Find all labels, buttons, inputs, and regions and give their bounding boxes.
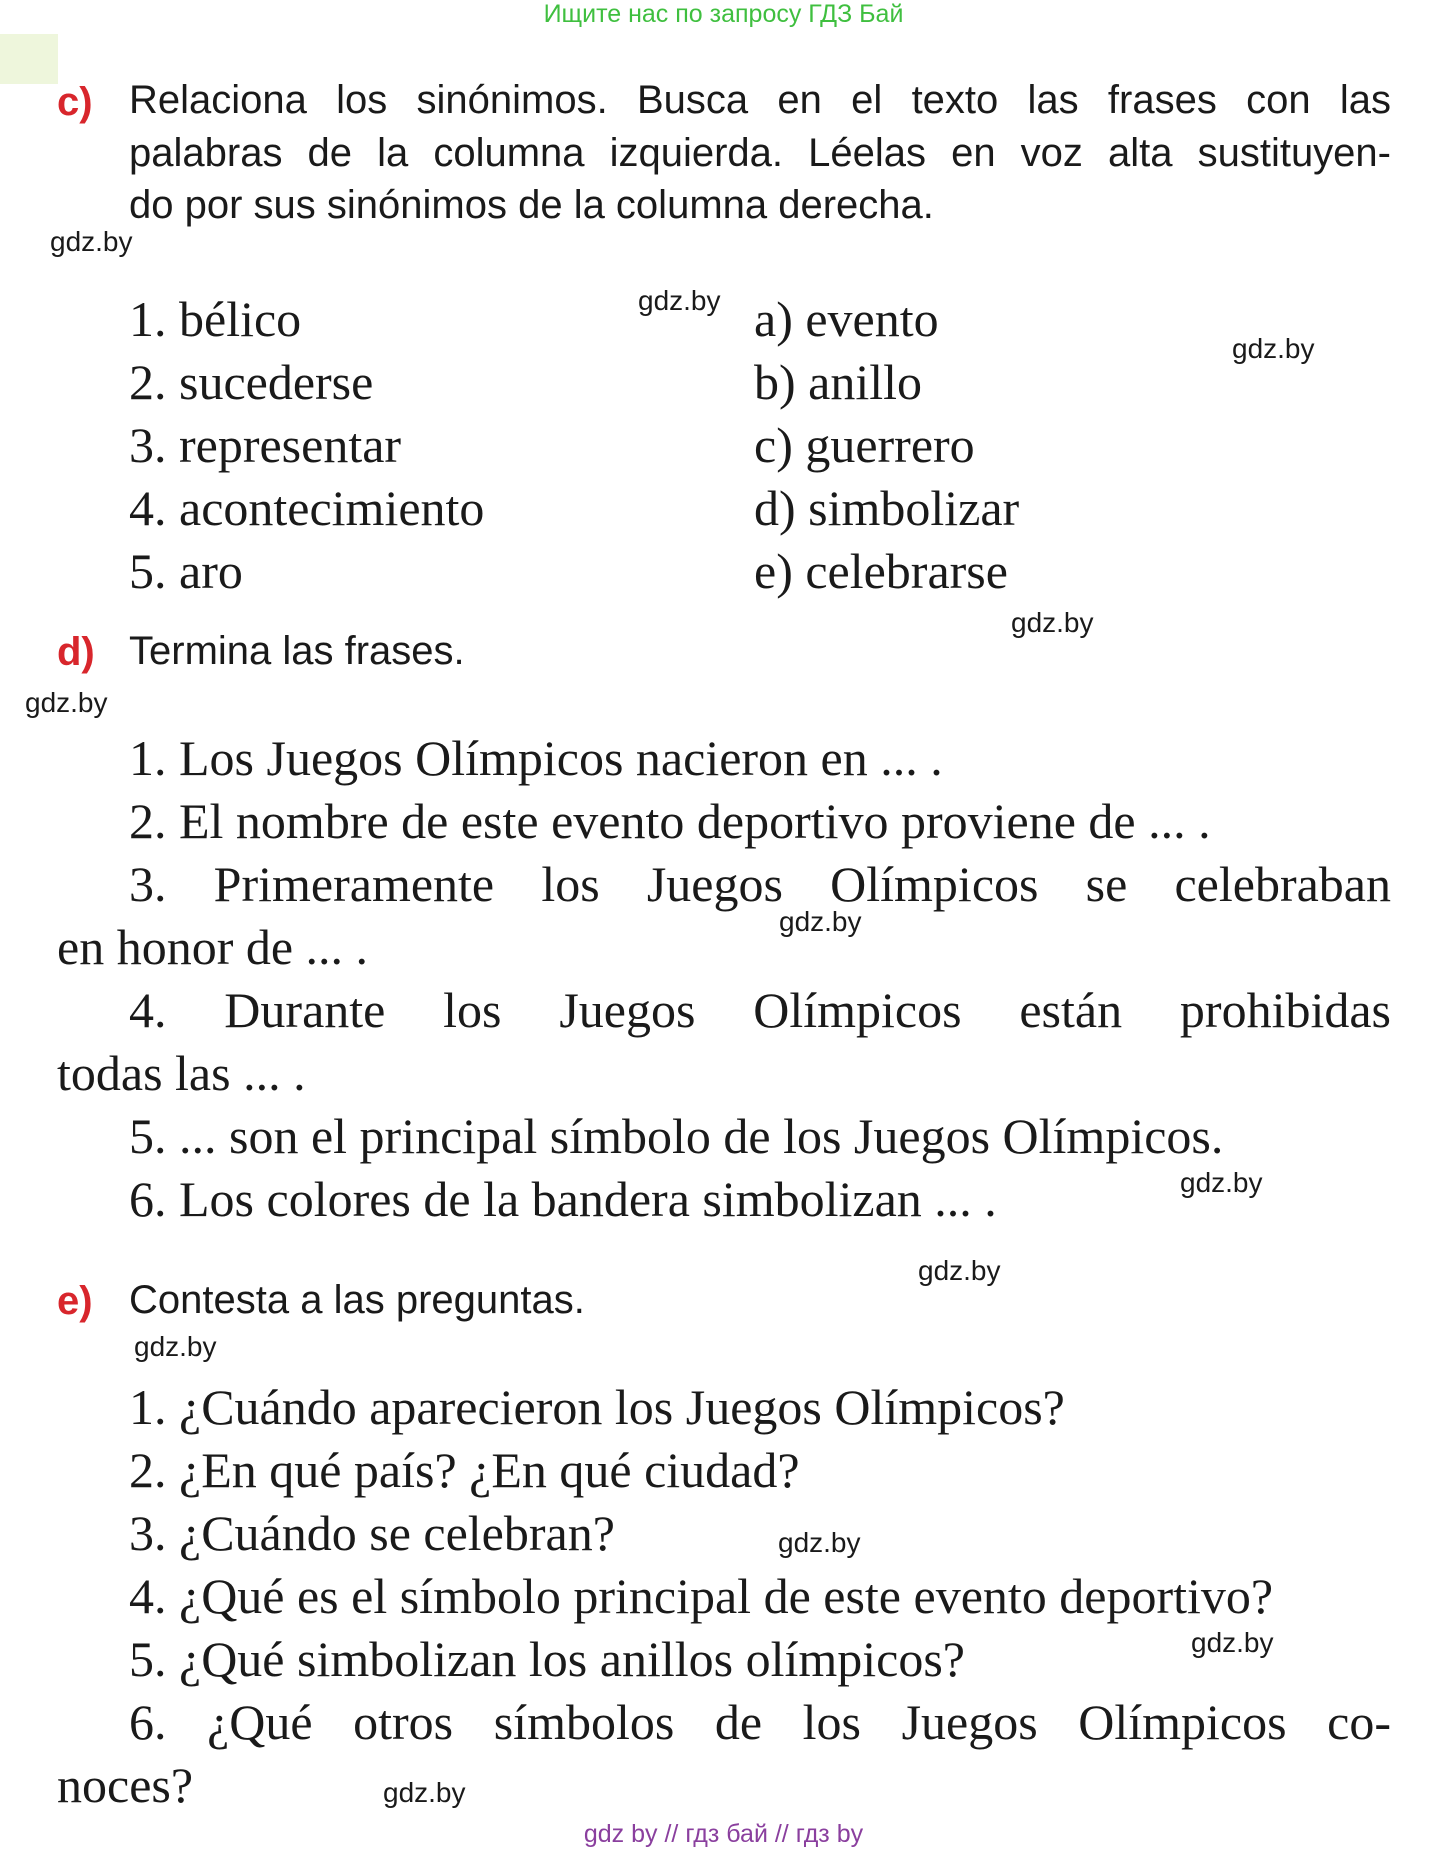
watermark-6: gdz.by [779,906,862,937]
watermark-7: gdz.by [1180,1167,1263,1198]
question-6-cont: noces? [57,1757,194,1813]
sentence-6: 6. Los colores de la bandera simbolizan ... . [129,1171,997,1227]
watermark-10: gdz.by [778,1527,861,1558]
section-c-instruction-line-1: Relaciona los sinónimos. Busca en el texto las frases con las [129,78,1391,122]
synonym-left-1: 1. bélico [129,291,302,347]
synonym-right-a: a) evento [754,291,939,347]
question-3: 3. ¿Cuándo se celebran? [129,1505,615,1561]
search-banner: Ищите нас по запросу ГДЗ Бай [543,0,904,28]
watermark-8: gdz.by [918,1255,1001,1286]
watermark-11: gdz.by [1191,1627,1274,1658]
watermark-2: gdz.by [638,285,721,316]
watermark-12: gdz.by [383,1777,466,1808]
sentence-5: 5. ... son el principal símbolo de los Juegos Olímpicos. [129,1108,1224,1164]
synonym-right-b: b) anillo [754,354,923,410]
sentence-1: 1. Los Juegos Olímpicos nacieron en ... . [129,730,943,786]
footer-links: gdz by // гдз бай // гдз by [583,1820,864,1848]
section-d-instruction: Termina las frases. [129,629,465,673]
synonym-right-d: d) simbolizar [754,480,1020,536]
synonym-left-3: 3. representar [129,417,402,473]
question-5: 5. ¿Qué simbolizan los anillos olímpicos? [129,1631,965,1687]
synonym-left-5: 5. aro [129,543,243,599]
section-c-letter: c) [57,80,93,124]
watermark-9: gdz.by [134,1331,217,1362]
section-d-letter: d) [57,630,95,674]
synonym-right-e: e) celebrarse [754,543,1008,599]
watermark-5: gdz.by [25,687,108,718]
watermark-1: gdz.by [50,226,133,257]
synonym-left-4: 4. acontecimiento [129,480,485,536]
sentence-3: 3. Primeramente los Juegos Olímpicos se celebraban [129,856,1391,912]
section-e-instruction: Contesta a las preguntas. [129,1278,585,1322]
sentence-3-cont: en honor de ... . [57,919,369,975]
synonym-right-c: c) guerrero [754,417,975,473]
section-e-letter: e) [57,1279,93,1323]
section-c-instruction-line-3: do por sus sinónimos de la columna derecha. [129,183,934,227]
watermark-4: gdz.by [1011,607,1094,638]
question-6: 6. ¿Qué otros símbolos de los Juegos Olímpicos co- [129,1694,1391,1750]
section-c-instruction-line-2: palabras de la columna izquierda. Léelas en voz alta sustituyen- [129,131,1391,175]
sentence-2: 2. El nombre de este evento deportivo proviene de ... . [129,793,1211,849]
sentence-4-cont: todas las ... . [57,1045,306,1101]
synonym-left-2: 2. sucederse [129,354,374,410]
sentence-4: 4. Durante los Juegos Olímpicos están prohibidas [129,982,1391,1038]
corner-tab [0,34,58,84]
question-1: 1. ¿Cuándo aparecieron los Juegos Olímpicos? [129,1379,1065,1435]
watermark-3: gdz.by [1232,333,1315,364]
question-4: 4. ¿Qué es el símbolo principal de este evento deportivo? [129,1568,1274,1624]
question-2: 2. ¿En qué país? ¿En qué ciudad? [129,1442,800,1498]
